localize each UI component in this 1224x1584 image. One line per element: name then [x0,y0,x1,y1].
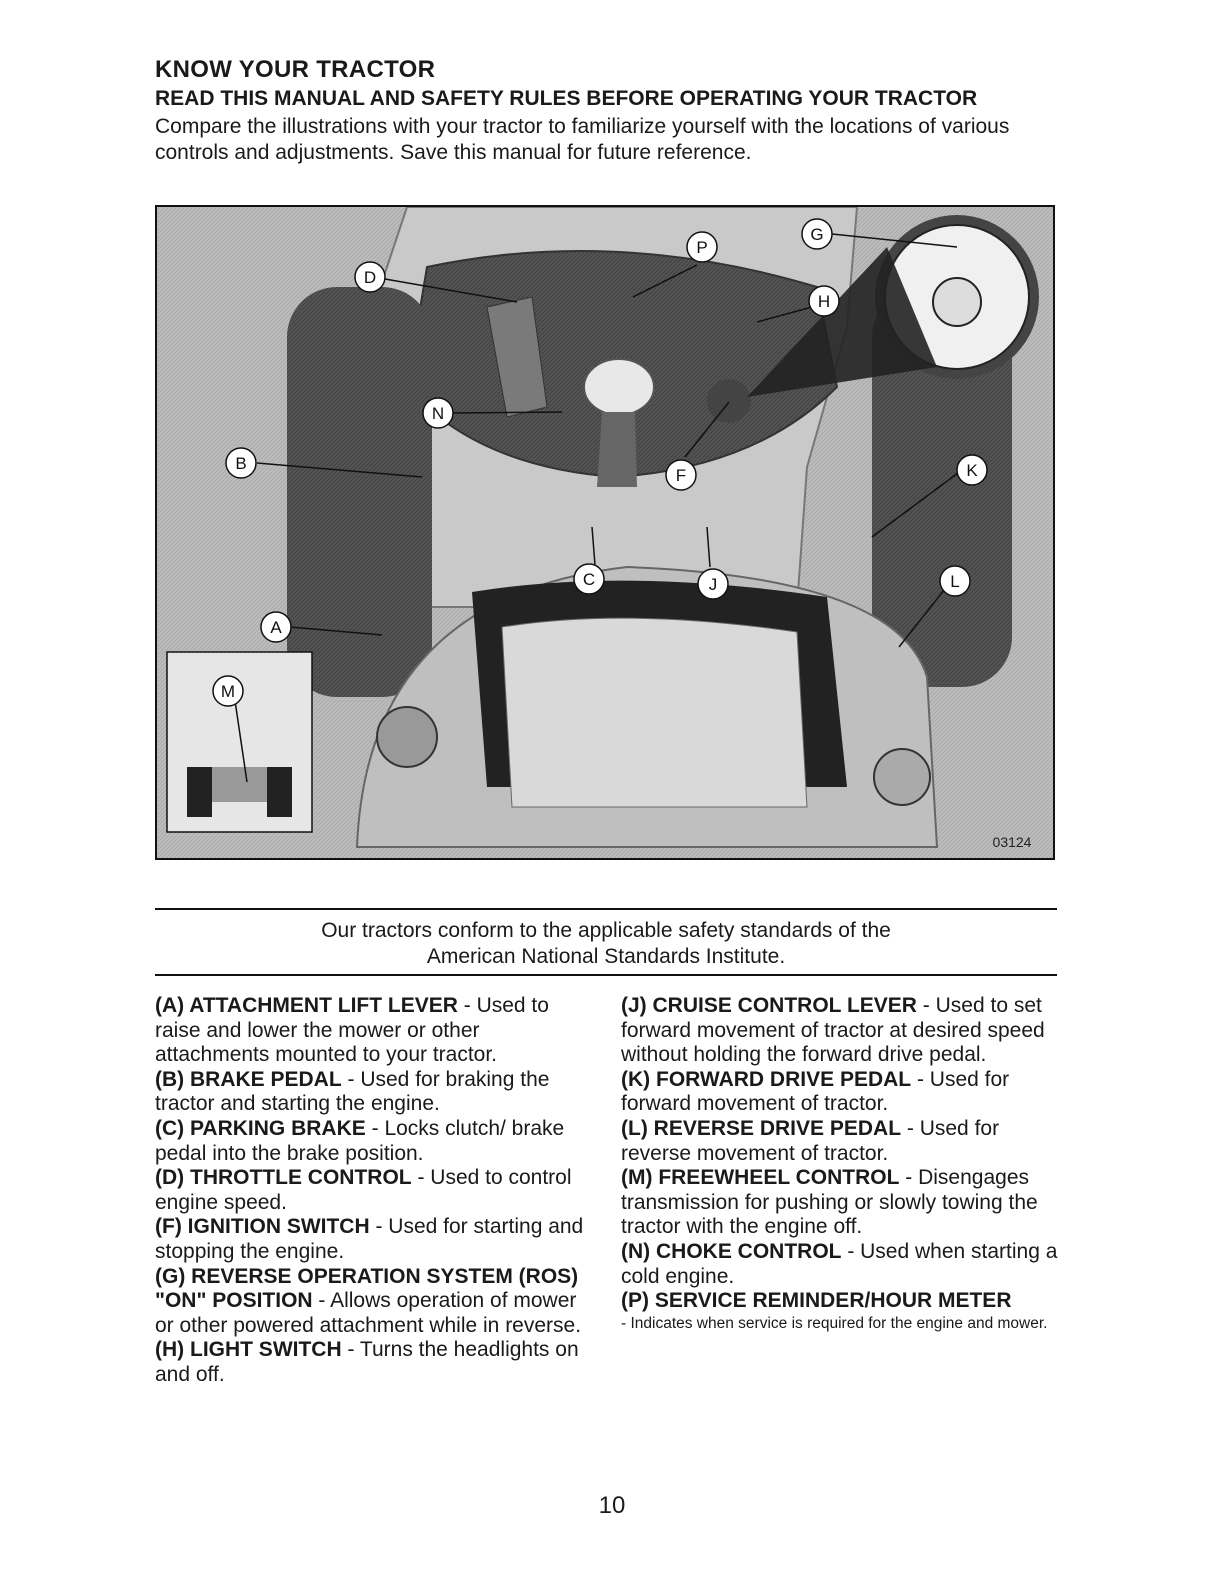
tractor-controls-illustration [155,205,1055,860]
control-item-l: (L) REVERSE DRIVE PEDAL - Used for reverse movement of tractor. [621,1116,1000,1165]
ansi-conformance-statement [155,918,1057,970]
control-item-k: (K) FORWARD DRIVE PEDAL - Used for forward movement of tractor. [621,1067,1010,1116]
divider-bottom [155,974,1057,976]
callout-n: N [431,404,445,423]
control-item-b: (B) BRAKE PEDAL - Used for braking the tractor and starting the engine. [155,1067,550,1116]
callout-c: C [582,570,596,589]
divider-top [155,908,1057,910]
control-item-d: (D) THROTTLE CONTROL - Used to control engine speed. [155,1166,572,1214]
controls-list-right [621,994,1061,1333]
callout-j: J [708,575,718,594]
conformance-line-1: Our tractors conform to the applicable safety standards of the [321,919,891,942]
control-item-n: (N) CHOKE CONTROL - Used when starting a cold engine. [621,1239,1058,1288]
callout-m: M [220,682,236,701]
figure-number: 03124 [992,834,1032,850]
callout-k: K [966,461,978,480]
callout-d: D [363,268,377,287]
control-item-a: (A) ATTACHMENT LIFT LEVER - Used to raise and lower the mower or other attachments mounted to your tractor. [155,994,549,1067]
conformance-line-2: American National Standards Institute. [426,945,786,968]
callout-a: A [270,618,282,637]
control-item-m: (M) FREEWHEEL CONTROL - Disengages transmission for pushing or slowly towing the tractor with the engine off. [621,1166,1038,1239]
control-item-h: (H) LIGHT SWITCH - Turns the headlights on and off. [155,1338,579,1386]
callout-f: F [675,466,687,485]
control-item-c: (C) PARKING BRAKE - Locks clutch/ brake pedal into the brake position. [155,1116,565,1165]
controls-list-left [155,994,595,1388]
page-number: 10 [598,1492,626,1519]
control-item-p: (P) SERVICE REMINDER/HOUR METER - Indicates when service is required for the engine and mower. [621,1289,1048,1332]
callout-p: P [696,238,708,257]
callout-g: G [810,225,824,244]
page-title: KNOW YOUR TRACTOR [155,56,436,83]
control-item-j: (J) CRUISE CONTROL LEVER - Used to set forward movement of tractor at desired speed without holding the forward drive pedal. [621,994,1045,1067]
page-subtitle: READ THIS MANUAL AND SAFETY RULES BEFORE OPERATING YOUR TRACTOR [155,87,978,110]
control-item-g: (G) REVERSE OPERATION SYSTEM (ROS) "ON" POSITION - Allows operation of mower or other powered attachment while in reverse. [155,1264,582,1337]
callout-b: B [235,454,247,473]
callout-h: H [817,292,831,311]
callout-l: L [950,572,960,591]
control-item-f: (F) IGNITION SWITCH - Used for starting and stopping the engine. [155,1215,584,1263]
intro-paragraph: Compare the illustrations with your tractor to familiarize yourself with the locations of various controls and adjustments. Save this manual for future reference. [155,115,1010,164]
